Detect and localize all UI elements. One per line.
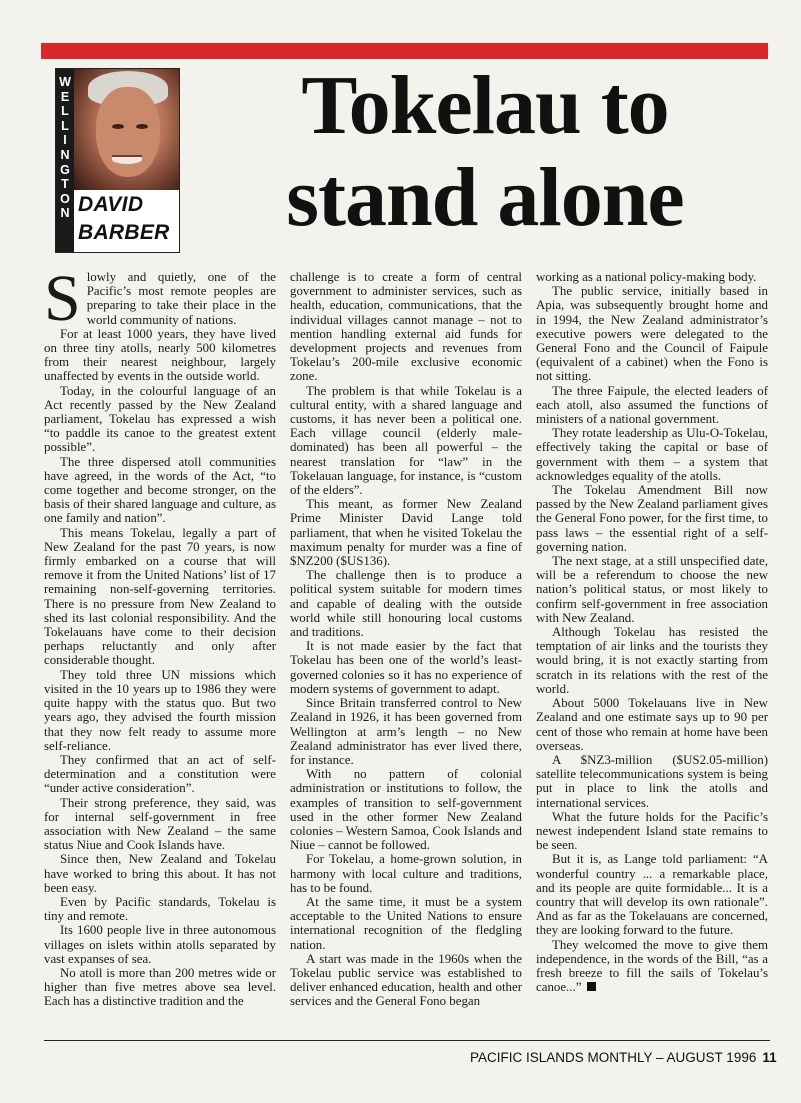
paragraph: Even by Pacific standards, Tokelau is tiny and remote. — [44, 894, 276, 924]
drop-cap: S — [44, 262, 81, 335]
paragraph: challenge is to create a form of central government to administer services, such as health, education, communications, that the individual villages cannot manage – not to mention handling external aid funds for development projects and revenues from Tokelau’s 200-mile exclusive economic zone. — [290, 270, 522, 384]
paragraph: For at least 1000 years, they have lived on three tiny atolls, nearly 500 kilometres from their nearest neighbour, largely unaffected by events in the outside world. — [44, 326, 276, 384]
byline-box — [55, 68, 180, 253]
header-red-bar — [41, 43, 768, 59]
paragraph: They welcomed the move to give them independence, in the words of the Bill, “as a fresh breeze to fill the sails of Tokelau’s canoe...” — [536, 937, 768, 995]
paragraph: A start was made in the 1960s when the Tokelau public service was established to deliver enhanced education, health and other services and the General Fono began — [290, 951, 522, 1009]
paragraph: They told three UN missions which visited in the 10 years up to 1986 they were quite happy with the status quo. But two years ago, they advised the fourth mission that they now felt ready to assume more self-reliance. — [44, 667, 276, 753]
article-body — [44, 262, 770, 1030]
paragraph: The next stage, at a still unspecified date, will be a referendum to choose the new nation’s political status, or most likely to confirm self-government in free association with New Zealand. — [536, 554, 768, 625]
paragraph: The three Faipule, the elected leaders of each atoll, also assumed the functions of ministers of a national government. — [536, 383, 768, 427]
paragraph: The Tokelau Amendment Bill now passed by the New Zealand parliament gives the General Fono power, for the first time, to pass laws – the essential right of a self-governing nation. — [536, 483, 768, 554]
paragraph: The problem is that while Tokelau is a cultural entity, with a shared language and customs, it has never been a political one. Each village council (elderly male-dominated) has been all powerful – the nearest translation for “law” in the Tokelauan language, for instance, is “custom of the elders”. — [290, 383, 522, 498]
paragraph: The three dispersed atoll communities have agreed, in the words of the Act, “to come together and become stronger, on the basis of their shared language and culture, as one family and nation”. — [44, 454, 276, 526]
paragraph: Since Britain transferred control to New Zealand in 1926, it has been governed from Wellington at arm’s length – no New Zealand administrator has ever lived there, for instance. — [290, 696, 522, 767]
paragraph: The public service, initially based in Apia, was subsequently brought home and in 1994, the New Zealand administrator’s executive powers were delegated to the General Fono and the Council of Faipule (equivalent of a cabinet) when the Fono is not sitting. — [536, 284, 768, 384]
paragraph: They confirmed that an act of self-determination and a constitution were “under active consideration”. — [44, 752, 276, 796]
page-footer — [470, 1050, 777, 1065]
article-column-3 — [536, 270, 768, 994]
paragraph: Although Tokelau has resisted the temptation of air links and the tourists they would bring, it is not exactly starting from scratch in its relations with the rest of the world. — [536, 625, 768, 696]
paragraph: At the same time, it must be a system acceptable to the United Nations to ensure international recognition of the fledgling nation. — [290, 894, 522, 952]
paragraph: With no pattern of colonial administration or institutions to follow, the examples of transition to self-government used in the other former New Zealand colonies – Western Samoa, Cook Islands and Niue – cannot be followed. — [290, 767, 522, 853]
paragraph: About 5000 Tokelauans live in New Zealand and one estimate says up to 90 per cent of those who remain at home have been overseas. — [536, 696, 768, 753]
page-number: 11 — [762, 1050, 777, 1065]
article-column-2 — [290, 270, 522, 1009]
paragraph: Their strong preference, they said, was for internal self-government in free association with New Zealand – the same status Niue and Cook Islands have. — [44, 795, 276, 853]
paragraph: What the future holds for the Pacific’s newest independent Island state remains to be seen. — [536, 809, 768, 853]
publication-name: PACIFIC ISLANDS MONTHLY – AUGUST 1996 — [470, 1050, 757, 1065]
paragraph: The challenge then is to produce a political system suitable for modern times and capable of dealing with the outside world while still honouring local customs and traditions. — [290, 568, 522, 640]
paragraph: working as a national policy-making body. — [536, 270, 757, 284]
article-column-1 — [44, 262, 276, 1009]
paragraph: For Tokelau, a home-grown solution, in harmony with local culture and traditions, has to be found. — [290, 852, 522, 895]
paragraph: But it is, as Lange told parliament: “A wonderful country ... a remarkable place, and its people are quite formidable... It is a country that will develop its own rationale”. And as far as the Tokelauans are concerned, they are looking forward to the future. — [536, 852, 768, 938]
paragraph: Its 1600 people live in three autonomous villages on islets within atolls separated by vast expanses of sea. — [44, 923, 276, 966]
paragraph: This means Tokelau, legally a part of New Zealand for the past 70 years, is now firmly embarked on a course that will remove it from the United Nations’ list of 17 remaining non-self-governing territories. There is no pressure from New Zealand to shed its last colonial responsibility. And the Tokelauans have come to their decision perhaps reluctantly and only after considerable thought. — [44, 525, 276, 668]
paragraph: No atoll is more than 200 metres wide or higher than five metres above sea level. Each has a distinctive tradition and the — [44, 965, 276, 1009]
paragraph: Slowly and quietly, one of the Pacific’s most remote peoples are preparing to take their place in the world community of nations. — [44, 262, 276, 335]
paragraph: It is not made easier by the fact that Tokelau has been one of the world’s least-governed colonies so it has no experience of modern systems of government to adapt. — [290, 639, 522, 696]
author-photo — [74, 69, 179, 190]
author-name: DAVID BARBER — [78, 193, 170, 244]
paragraph: Today, in the colourful language of an Act recently passed by the New Zealand parliament, Tokelau has expressed a wish “to paddle its canoe to the greatest extent possible”. — [44, 383, 276, 455]
footer-rule — [44, 1040, 770, 1041]
end-of-article-mark — [587, 982, 596, 991]
paragraph: Since then, New Zealand and Tokelau have worked to bring this about. It has not been easy. — [44, 852, 276, 895]
article-headline: Tokelau to stand alone — [286, 59, 684, 244]
paragraph: A $NZ3-million ($US2.05-million) satellite telecommunications system is being put in place to link the atolls and international services. — [536, 752, 768, 810]
dateline-city: W E L L I N G T O N — [56, 69, 74, 252]
paragraph: This meant, as former New Zealand Prime Minister David Lange told parliament, that when he visited Tokelau the maximum penalty for murder was a fine of $NZ200 ($US136). — [290, 497, 522, 569]
paragraph: They rotate leadership as Ulu-O-Tokelau, effectively taking the capital or base of government with them – a system that acknowledges equality of the atolls. — [536, 426, 768, 483]
